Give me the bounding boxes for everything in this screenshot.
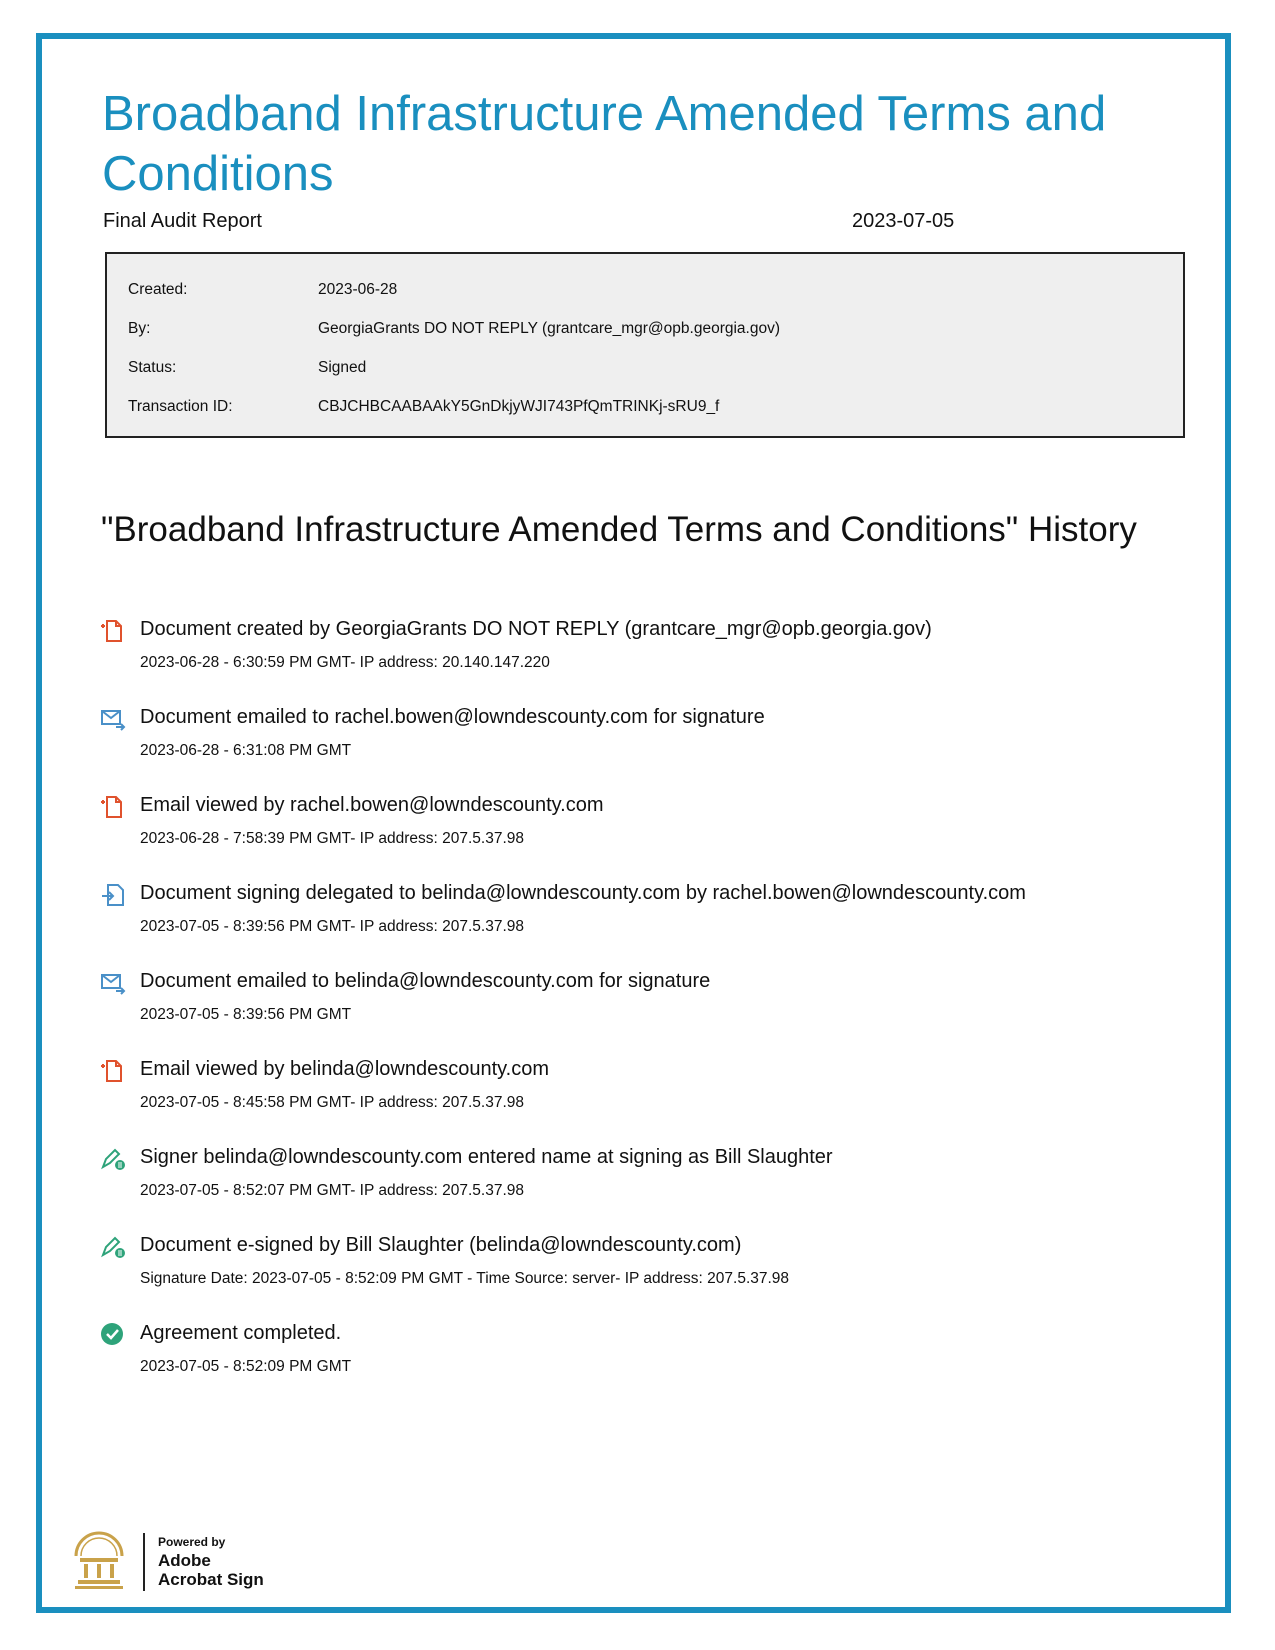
summary-box [105,252,1185,438]
event-text: Signer belinda@lowndescounty.com entered name at signing as Bill Slaughter [140,1146,833,1168]
brand-name [158,1551,264,1589]
by-value: GeorgiaGrants DO NOT REPLY (grantcare_mgr@opb.georgia.gov) [318,320,780,337]
event-text: Email viewed by rachel.bowen@lowndescounty.com [140,794,604,816]
event-detail: 2023-07-05 - 8:45:58 PM GMT- IP address: 207.5.37.98 [140,1094,524,1111]
signature-icon [100,1146,126,1172]
event-detail: 2023-07-05 - 8:39:56 PM GMT- IP address: 207.5.37.98 [140,918,524,935]
email-viewed-icon [100,794,126,820]
event-detail: Signature Date: 2023-07-05 - 8:52:09 PM GMT - Time Source: server- IP address: 207.5.37.98 [140,1270,790,1287]
email-sent-icon [100,970,126,996]
powered-by-label: Powered by [158,1535,226,1549]
brand-line-2: Acrobat Sign [158,1570,264,1589]
email-viewed-icon [100,1058,126,1084]
brand-line-1: Adobe [158,1551,211,1570]
footer-divider [143,1533,145,1591]
check-circle-icon [100,1322,126,1348]
event-detail: 2023-06-28 - 6:30:59 PM GMT- IP address: 20.140.147.220 [140,654,550,671]
by-label: By: [128,320,151,337]
event-detail: 2023-07-05 - 8:39:56 PM GMT [140,1006,352,1023]
status-label: Status: [128,359,177,376]
signature-icon [100,1234,126,1260]
document-title: Broadband Infrastructure Amended Terms and Conditions [102,87,1107,201]
created-label: Created: [128,281,188,298]
report-date: 2023-07-05 [852,210,955,232]
email-sent-icon [100,706,126,732]
delegate-icon [100,882,126,908]
created-value: 2023-06-28 [318,281,398,298]
georgia-seal-icon [70,1530,128,1597]
event-text: Document emailed to rachel.bowen@lowndescounty.com for signature [140,706,765,728]
event-text: Document signing delegated to belinda@lowndescounty.com by rachel.bowen@lowndescounty.com [140,882,1026,904]
history-title: "Broadband Infrastructure Amended Terms and Conditions" History [101,510,1137,549]
event-text: Email viewed by belinda@lowndescounty.com [140,1058,550,1080]
event-text: Document created by GeorgiaGrants DO NOT REPLY (grantcare_mgr@opb.georgia.gov) [140,618,932,640]
event-detail: 2023-06-28 - 7:58:39 PM GMT- IP address: 207.5.37.98 [140,830,524,847]
document-created-icon [100,618,126,644]
event-detail: 2023-07-05 - 8:52:09 PM GMT [140,1358,352,1375]
transaction-label: Transaction ID: [128,398,233,415]
report-subtitle: Final Audit Report [103,210,262,232]
event-text: Document e-signed by Bill Slaughter (belinda@lowndescounty.com) [140,1234,742,1256]
status-value: Signed [318,359,367,376]
event-detail: 2023-07-05 - 8:52:07 PM GMT- IP address: 207.5.37.98 [140,1182,524,1199]
event-text: Document emailed to belinda@lowndescounty.com for signature [140,970,711,992]
transaction-value: CBJCHBCAABAAkY5GnDkjyWJI743PfQmTRINKj-sRU9_f [318,398,720,415]
event-text: Agreement completed. [140,1322,342,1344]
event-detail: 2023-06-28 - 6:31:08 PM GMT [140,742,352,759]
